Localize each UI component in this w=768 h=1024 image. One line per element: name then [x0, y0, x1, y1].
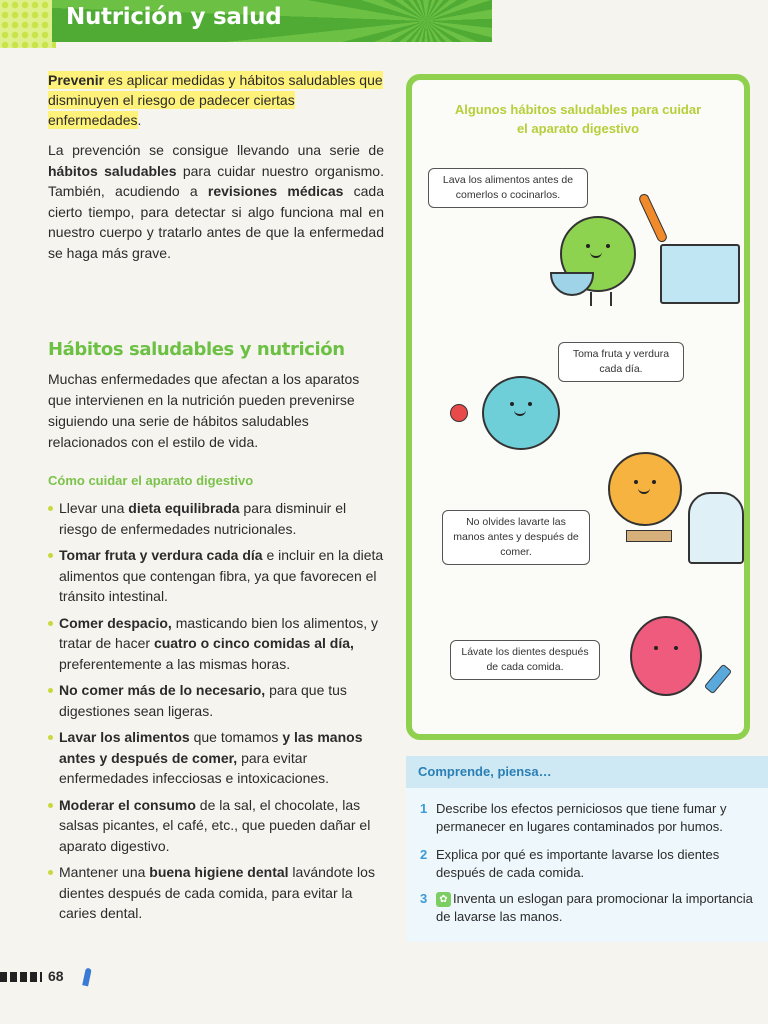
bullet-text: para disminuir el riesgo de enfermedades nutricionales.	[59, 500, 347, 537]
para-bold-2: revisiones médicas	[207, 183, 344, 199]
bullet-text: para evitar enfermedades infecciosas e intoxicaciones.	[59, 749, 330, 786]
bullet-bold: No comer más de lo necesario,	[59, 682, 266, 698]
section-heading: Hábitos saludables y nutrición	[48, 339, 345, 360]
list-item	[48, 862, 384, 924]
bullet-bold: Lavar los alimentos	[59, 729, 190, 745]
bullet-text: masticando bien los alimentos, y tratar de hacer	[59, 614, 379, 651]
bowl-icon	[550, 272, 594, 296]
habits-list	[48, 498, 384, 930]
para-text-3: cada cierto tiempo, para detectar si algo funciona mal en nuestro cuerpo y tratarlo antes de que la enfermedad se haga más grave.	[48, 183, 385, 261]
toothpaste-icon	[704, 664, 732, 695]
footer-dashes	[0, 972, 42, 982]
intro-definition	[48, 70, 384, 130]
speech-bubble: Toma fruta y verdura cada día.	[558, 342, 684, 382]
question-item	[420, 890, 754, 926]
para-text-1: La prevención se consigue llevando una serie de	[48, 142, 384, 158]
intro-highlight-text: es aplicar medidas y hábitos saludables que disminuyen el riesgo de padecer ciertas enfermedades	[48, 72, 383, 128]
carrot-icon	[637, 192, 668, 243]
pink-fruit-character	[630, 616, 702, 696]
bullet-bold: buena higiene dental	[149, 864, 289, 880]
comprehension-title: Comprende, piensa…	[418, 764, 552, 779]
list-item	[48, 613, 384, 675]
bullet-bold: Moderar el consumo	[59, 796, 196, 813]
speech-bubble: No olvides lavarte las manos antes y después de comer.	[442, 510, 590, 565]
bullet-text: lavándote los dientes después de cada comida, para evitar la caries dental.	[59, 864, 375, 921]
sink-icon	[660, 244, 740, 304]
bullet-text: que tomamos	[189, 729, 283, 745]
subsection-heading: Cómo cuidar el aparato digestivo	[48, 473, 254, 488]
question-number: 1	[420, 801, 428, 816]
apple-icon	[450, 404, 468, 422]
list-item	[48, 795, 384, 857]
intro-keyword: Prevenir	[48, 72, 105, 88]
section-paragraph: Muchas enfermedades que afectan a los aparatos que intervienen en la nutrición pueden prevenirse siguiendo una serie de hábitos saludables relacionados con el estilo de vida.	[48, 371, 360, 450]
intro-period: .	[137, 112, 142, 128]
washbasin-icon	[688, 492, 744, 564]
question-text: Describe los efectos perniciosos que tiene fumar y permanecer en lugares contaminados por humos.	[436, 801, 727, 834]
comprehension-header	[406, 756, 768, 788]
page-number: 68	[48, 968, 64, 984]
question-item	[420, 800, 754, 836]
bullet-text: de la sal, el chocolate, las salsas picantes, el café, etc., que pueden dañar el aparato digestivo.	[59, 796, 371, 854]
group-activity-icon: ✿	[436, 892, 451, 907]
list-item	[48, 727, 384, 789]
para-bold-1: hábitos saludables	[48, 162, 177, 179]
bullet-bold: Tomar fruta y verdura cada día	[59, 547, 263, 563]
header-band	[52, 0, 492, 42]
bullet-bold: Comer despacio,	[59, 614, 172, 631]
speech-bubble: Lava los alimentos antes de comerlos o cocinarlos.	[428, 168, 588, 208]
bullet-text: para que tus digestiones sean ligeras.	[59, 682, 347, 719]
list-item	[48, 680, 384, 721]
stool-icon	[626, 530, 672, 542]
bullet-text: e incluir en la dieta alimentos que contengan fibra, ya que favorecen el tránsito intestinal.	[59, 547, 384, 604]
bullet-bold: y las manos antes y después de comer,	[59, 729, 363, 766]
pencil-icon	[82, 968, 92, 987]
panel-title-line1: Algunos hábitos saludables para cuidar	[454, 102, 702, 117]
page-title: Nutrición y salud	[66, 4, 282, 30]
list-item	[48, 498, 384, 539]
panel-title-line2: el aparato digestivo	[516, 121, 640, 136]
bullet-bold: dieta equilibrada	[128, 500, 240, 516]
question-text: Explica por qué es importante lavarse los dientes después de cada comida.	[436, 847, 720, 880]
speech-bubble: Lávate los dientes después de cada comida.	[450, 640, 600, 680]
panel-title	[412, 100, 744, 138]
prevention-paragraph	[48, 140, 384, 263]
question-item	[420, 846, 754, 882]
bullet-text: Mantener una	[59, 864, 150, 880]
bullet-bold: cuatro o cinco comidas al día,	[153, 635, 354, 651]
para-text-2: para cuidar nuestro organismo. También, acudiendo a	[48, 162, 384, 199]
question-text: Inventa un eslogan para promocionar la importancia de lavarse las manos.	[436, 891, 753, 924]
comprehension-box	[406, 756, 768, 942]
decorative-dots	[0, 0, 56, 48]
orange-fruit-character	[608, 452, 682, 526]
bullet-text: preferentemente a las mismas horas.	[59, 655, 291, 672]
bullet-text: Llevar una	[59, 500, 129, 516]
healthy-habits-panel	[406, 74, 750, 740]
list-item	[48, 545, 384, 607]
question-number: 2	[420, 847, 428, 862]
blue-fruit-character	[482, 376, 560, 450]
question-number: 3	[420, 891, 428, 906]
